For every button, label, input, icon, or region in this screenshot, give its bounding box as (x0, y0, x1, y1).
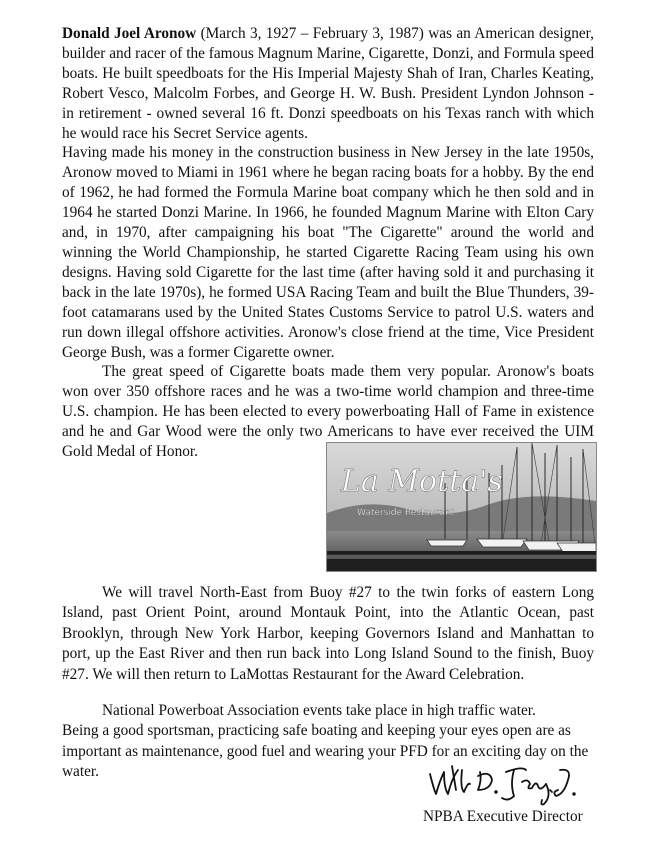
signature-image (422, 760, 582, 810)
bio-paragraph-3: The great speed of Cigarette boats made them very popular. Aronow's boats won over 350 offshore races and he was a two-time world champion and three-time U.S. champion. He has been elected to every powerboating Hall of Fame in existence and he and Gar Wood were the only two Americans to have ever received the UIM Gold Medal of Honor. (62, 363, 594, 461)
bio-paragraph-1 (62, 24, 594, 143)
handwritten-signature (422, 760, 582, 810)
safety-line-1: National Powerboat Association events take place in high traffic water. (102, 702, 536, 719)
logo-subtitle: Waterside Restaurant (357, 508, 455, 518)
safety-line-2: Being a good sportsman, practicing safe boating and keeping your eyes open are as important as maintenance, good fuel and wearing your PFD for an exciting day on the water. (62, 722, 589, 781)
subject-name: Donald Joel Aronow (62, 25, 197, 42)
bio-paragraph-2: Having made his money in the construction business in New Jersey in the late 1950s, Aronow moved to Miami in 1961 where he began racing boats for a hobby. By the end of 1962, he had formed the Formula Marine boat company which he then sold and in 1964 he started Donzi Marine. In 1966, he founded Magnum Marine with Elton Cary and, in 1970, after campaigning his boat "The Cigarette" around the world and winning the World Championship, he started Cigarette Racing Team using his own designs. Having sold Cigarette for the last time (after having sold it and purchasing it back in the late 1970s), he formed USA Racing Team and built the Blue Thunders, 39-foot catamarans used by the United States Customs Service to patrol U.S. waters and run down illegal offshore activities. Aronow's close friend at the time, Vice President George Bush, was a former Cigarette owner. (62, 144, 594, 361)
bio-intro-text: (March 3, 1927 – February 3, 1987) was an American designer, builder and racer of the famous Magnum Marine, Cigarette, Donzi, and Formula speed boats. He built speedboats for the His Imperial Majesty Shah of Iran, Charles Keating, Robert Vesco, Malcolm Forbes, and George H. W. Bush. President Lyndon Johnson - in retirement - owned several 16 ft. Donzi speedboats on his Texas ranch with which he would race his Secret Service agents. (62, 25, 594, 142)
signatory-title: NPBA Executive Director (423, 808, 583, 825)
marina-image (327, 443, 596, 571)
restaurant-photo (326, 442, 597, 572)
route-paragraph: We will travel North-East from Buoy #27 to the twin forks of eastern Long Island, past Orient Point, around Montauk Point, into the Atlantic Ocean, past Brooklyn, through New York Harbor, keeping Governors Island and Manhattan to port, up the East River and then run back into Long Island Sound to the finish, Buoy #27. We will then return to LaMottas Restaurant for the Award Celebration. (62, 584, 594, 683)
biography-section (62, 24, 594, 462)
race-route-section (62, 583, 594, 685)
logo-text: La Motta's (341, 464, 503, 499)
